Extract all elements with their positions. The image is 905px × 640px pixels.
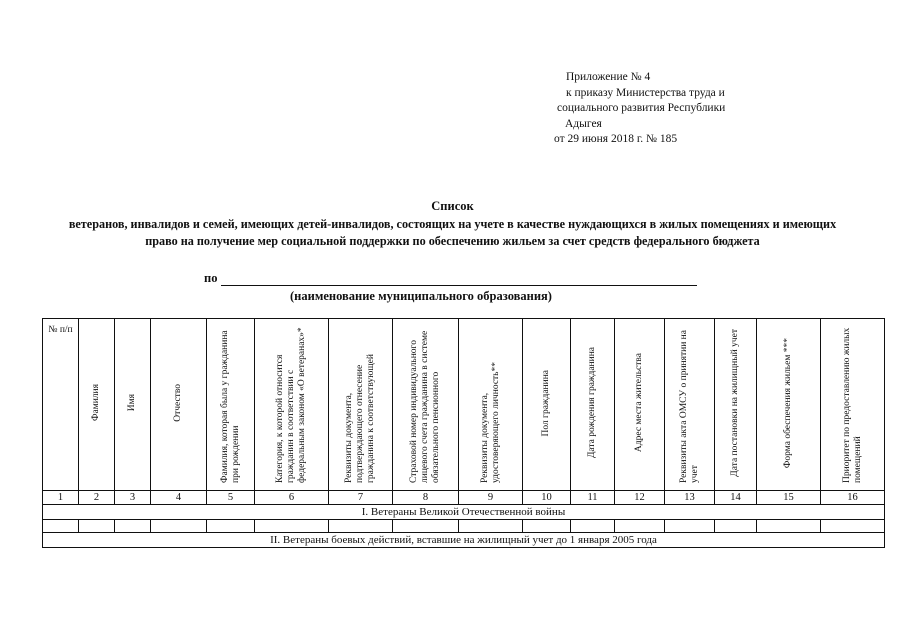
table-cell[interactable]: [523, 520, 571, 533]
section-row: [43, 505, 885, 520]
header-cell: [43, 319, 79, 491]
header-cell: [665, 319, 715, 491]
column-number: 2: [79, 491, 115, 505]
column-number: 11: [571, 491, 615, 505]
column-number: 9: [459, 491, 523, 505]
annex-line: Адыгея: [565, 117, 602, 130]
column-number: 7: [329, 491, 393, 505]
header-label: Отчество: [173, 384, 183, 422]
column-number: 5: [207, 491, 255, 505]
table-cell[interactable]: [665, 520, 715, 533]
section-heading: I. Ветераны Великой Отечественной войны: [43, 505, 885, 520]
table-cell[interactable]: [393, 520, 459, 533]
table-cell[interactable]: [615, 520, 665, 533]
column-number: 6: [255, 491, 329, 505]
municipality-line: [204, 271, 697, 286]
annex-line: Приложение № 4: [566, 71, 651, 83]
veterans-table: [42, 318, 885, 548]
header-label: Реквизиты акта ОМСУ о принятии на учет: [678, 330, 700, 483]
header-cell: [115, 319, 151, 491]
table-cell[interactable]: [43, 520, 79, 533]
column-number: 16: [821, 491, 885, 505]
header-label: Фамилия, которая была у гражданина при рождении: [219, 330, 241, 483]
header-row: [43, 319, 885, 491]
column-number: 1: [43, 491, 79, 505]
column-number: 8: [393, 491, 459, 505]
table-cell[interactable]: [115, 520, 151, 533]
column-number-row: [43, 491, 885, 505]
header-cell: [821, 319, 885, 491]
column-number: 10: [523, 491, 571, 505]
header-label: Реквизиты документа, подтверждающего отнесение гражданина к соответствующей: [344, 354, 376, 483]
table-cell[interactable]: [79, 520, 115, 533]
column-number: 12: [615, 491, 665, 505]
table-cell[interactable]: [459, 520, 523, 533]
column-number: 14: [715, 491, 757, 505]
header-cell: [757, 319, 821, 491]
column-number: 13: [665, 491, 715, 505]
header-label: Фамилия: [91, 384, 101, 422]
header-label: № п/п: [48, 325, 73, 335]
table-cell[interactable]: [207, 520, 255, 533]
header-cell: [571, 319, 615, 491]
table-cell[interactable]: [255, 520, 329, 533]
table-cell[interactable]: [715, 520, 757, 533]
header-cell: [393, 319, 459, 491]
table-cell[interactable]: [757, 520, 821, 533]
column-number: 3: [115, 491, 151, 505]
header-label: Имя: [127, 394, 137, 412]
header-cell: [79, 319, 115, 491]
header-cell: [615, 319, 665, 491]
column-number: 4: [151, 491, 207, 505]
header-label: Реквизиты документа, удостоверяющего личность**: [479, 361, 501, 483]
column-number: 15: [757, 491, 821, 505]
table-cell[interactable]: [821, 520, 885, 533]
annex-note: [553, 70, 725, 148]
header-label: Адрес места жительства: [634, 353, 644, 453]
table-cell[interactable]: [571, 520, 615, 533]
section-row: [43, 533, 885, 548]
header-label: Приоритет по предоставлению жилых помещений: [841, 327, 863, 483]
header-label: Дата постановки на жилищный учет: [730, 329, 740, 477]
header-label: Категория, к которой относится гражданин в соответствии с федеральным законом «О ветеранах»*: [275, 327, 307, 483]
annex-line: от 29 июня 2018 г. № 185: [554, 133, 678, 145]
header-label: Страховой номер индивидуального лицевого счета гражданина в системе обязательного пенсионного: [409, 330, 441, 483]
annex-line: социального развития Республики: [557, 102, 726, 114]
table-cell[interactable]: [151, 520, 207, 533]
header-cell: [255, 319, 329, 491]
header-cell: [151, 319, 207, 491]
section-heading: II. Ветераны боевых действий, вставшие на жилищный учет до 1 января 2005 года: [43, 533, 885, 548]
header-cell: [329, 319, 393, 491]
table-cell[interactable]: [329, 520, 393, 533]
header-label: Форма обеспечения жильем ***: [783, 337, 793, 469]
municipality-caption: (наименование муниципального образования): [290, 289, 552, 303]
header-cell: [459, 319, 523, 491]
header-label: Дата рождения гражданина: [587, 347, 597, 459]
title-main: Список: [431, 199, 474, 213]
header-label: Пол гражданина: [541, 369, 551, 437]
table-row: [43, 520, 885, 533]
header-cell: [523, 319, 571, 491]
annex-line: к приказу Министерства труда и: [566, 86, 725, 99]
header-cell: [207, 319, 255, 491]
po-label: по: [204, 271, 218, 285]
title-subtitle: ветеранов, инвалидов и семей, имеющих детей-инвалидов, состоящих на учете в качестве нуждающихся в жилых помещениях и имеющих право на получение мер социальной поддержки по обеспечению жильем за счет средств федерального бюджета: [68, 217, 837, 248]
municipality-blank[interactable]: [221, 272, 697, 286]
header-cell: [715, 319, 757, 491]
document-title: [0, 198, 905, 249]
